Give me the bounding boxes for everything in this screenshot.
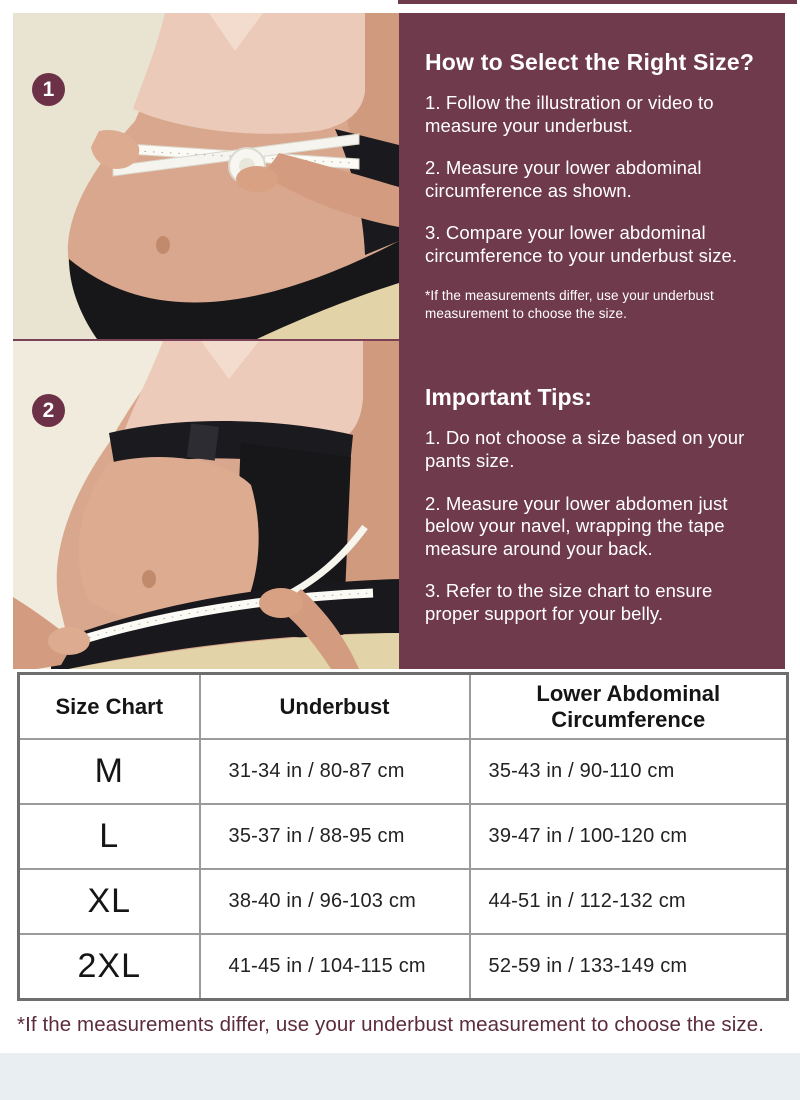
abdomen-range: 44-51 in / 112-132 cm — [470, 869, 788, 934]
underbust-range: 35-37 in / 88-95 cm — [200, 804, 470, 869]
right-hand — [259, 588, 303, 618]
table-row-m — [19, 739, 788, 804]
abdomen-range: 35-43 in / 90-110 cm — [470, 739, 788, 804]
step2-badge-number: 2 — [42, 398, 55, 422]
size-label: M — [19, 739, 200, 804]
photo-step1-illustration — [13, 13, 399, 339]
table-row-l — [19, 804, 788, 869]
table-header-row — [19, 674, 788, 740]
select-step-1: 1. Follow the illustration or video to measure your underbust. — [425, 92, 714, 136]
header-size-chart: Size Chart — [19, 674, 200, 740]
footer-measurement-note: *If the measurements differ, use your underbust measurement to choose the size. — [17, 1013, 765, 1036]
top-accent-strip — [398, 0, 797, 4]
instructions-panel — [399, 13, 785, 669]
size-label: XL — [19, 869, 200, 934]
photo-step2-measure-abdomen — [13, 341, 399, 669]
tip-2: 2. Measure your lower abdomen just below your navel, wrapping the tape measure around your back. — [425, 492, 728, 559]
photo-step2-illustration — [13, 341, 399, 669]
right-hand — [236, 166, 278, 192]
table-row-2xl — [19, 934, 788, 999]
left-hand — [48, 627, 90, 655]
table-row-xl — [19, 869, 788, 934]
underbust-range: 31-34 in / 80-87 cm — [200, 739, 470, 804]
panel-measurement-note: *If the measurements differ, use your underbust measurement to choose the size. — [425, 288, 714, 321]
header-lower-abdominal: Lower Abdominal Circumference — [470, 674, 788, 740]
panel-title: How to Select the Right Size? — [425, 49, 755, 75]
photo-step1-measure-underbust — [13, 13, 399, 339]
underbust-range: 41-45 in / 104-115 cm — [200, 934, 470, 999]
band-velcro-tab — [187, 423, 219, 460]
tips-title: Important Tips: — [425, 384, 592, 411]
tip-3: 3. Refer to the size chart to ensure proper support for your belly. — [425, 580, 713, 624]
step1-badge-number: 1 — [42, 77, 55, 101]
size-chart-table — [17, 672, 789, 1001]
select-step-2: 2. Measure your lower abdominal circumference as shown. — [425, 157, 702, 201]
step2-badge — [32, 394, 65, 427]
bottom-background-strip — [0, 1053, 800, 1100]
size-label: 2XL — [19, 934, 200, 999]
select-step-3: 3. Compare your lower abdominal circumference to your underbust size. — [425, 222, 738, 266]
step1-badge — [32, 73, 65, 106]
tip-1: 1. Do not choose a size based on your pants size. — [425, 427, 745, 472]
header-underbust: Underbust — [200, 674, 470, 740]
size-label: L — [19, 804, 200, 869]
underbust-range: 38-40 in / 96-103 cm — [200, 869, 470, 934]
abdomen-range: 39-47 in / 100-120 cm — [470, 804, 788, 869]
abdomen-range: 52-59 in / 133-149 cm — [470, 934, 788, 999]
